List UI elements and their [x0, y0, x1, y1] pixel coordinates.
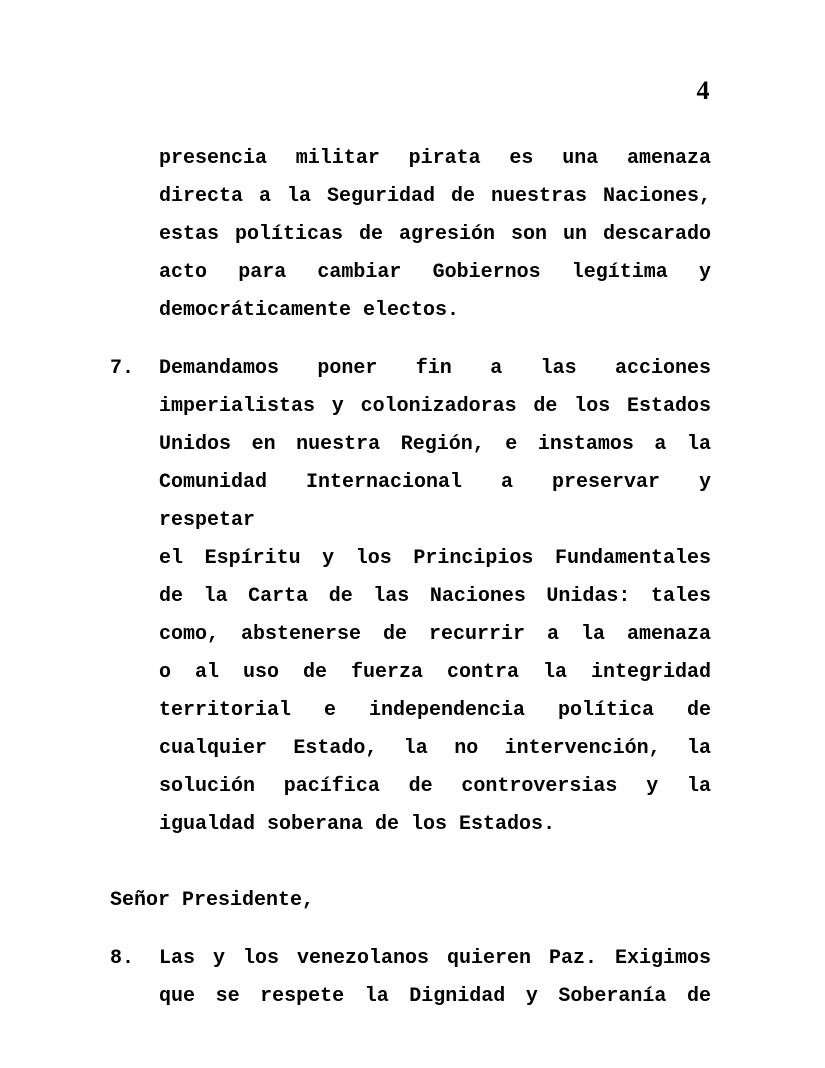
text-line: presencia militar pirata es una amenaza: [159, 147, 711, 170]
text-line: directa a la Seguridad de nuestras Naciones,: [159, 185, 711, 208]
list-item-8: [110, 940, 711, 1016]
text-line: imperialistas y colonizadoras de los Estados: [159, 395, 711, 418]
item-number: 8.: [110, 947, 135, 970]
text-line: Demandamos poner fin a las acciones: [159, 357, 711, 380]
text-line: territorial e independencia política de: [159, 699, 711, 722]
text-line: solución pacífica de controversias y la: [159, 775, 711, 798]
text-line: que se respete la Dignidad y Soberanía de: [159, 985, 711, 1008]
text-line: Las y los venezolanos quieren Paz. Exigimos: [159, 947, 711, 970]
text-line: acto para cambiar Gobiernos legítima y: [159, 261, 711, 284]
document-body: [110, 140, 711, 1016]
page-number: 4: [696, 76, 710, 105]
text-line: el Espíritu y los Principios Fundamentales: [159, 547, 711, 570]
salutation: Señor Presidente,: [110, 889, 315, 912]
text-line: Comunidad Internacional a preservar y respetar: [159, 471, 711, 532]
paragraph-continuation: [159, 140, 711, 330]
list-item-7: [110, 350, 711, 844]
text-line: de la Carta de las Naciones Unidas: tales: [159, 585, 711, 608]
text-line: Unidos en nuestra Región, e instamos a la: [159, 433, 711, 456]
item-text: [159, 940, 711, 1016]
text-line: igualdad soberana de los Estados.: [159, 813, 556, 836]
item-text: [159, 350, 711, 844]
text-line: cualquier Estado, la no intervención, la: [159, 737, 711, 760]
text-line: estas políticas de agresión son un descarado: [159, 223, 711, 246]
text-line: como, abstenerse de recurrir a la amenaza: [159, 623, 711, 646]
text-line: o al uso de fuerza contra la integridad: [159, 661, 711, 684]
item-number: 7.: [110, 357, 135, 380]
text-line: democráticamente electos.: [159, 299, 460, 322]
